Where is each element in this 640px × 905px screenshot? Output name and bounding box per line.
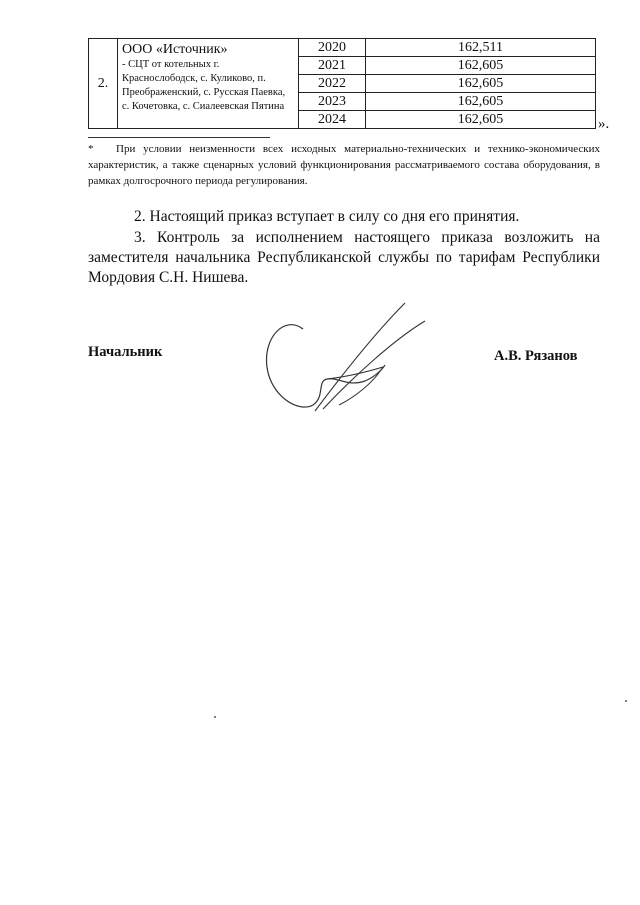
value-cell: 162,605	[366, 75, 596, 93]
closing-quote-mark: ».	[598, 116, 610, 132]
year-cell: 2022	[299, 75, 366, 93]
organization-cell	[118, 39, 299, 129]
value-cell: 162,605	[366, 57, 596, 75]
tariff-table	[88, 38, 596, 129]
row-number: 2.	[89, 39, 118, 129]
year-cell: 2023	[299, 93, 366, 111]
footnote-separator	[88, 137, 270, 138]
handwritten-signature	[255, 295, 435, 415]
footnote-marker: *	[88, 143, 94, 155]
paragraph-2: 2. Настоящий приказ вступает в силу со дня его принятия.	[134, 208, 520, 225]
signatory-title: Начальник	[88, 344, 163, 360]
table-row	[89, 39, 596, 57]
scan-speck	[214, 716, 216, 718]
year-cell: 2024	[299, 111, 366, 129]
footnote-text: При условии неизменности всех исходных материально-технических и технико-экономических характеристик, а также сценарных условий функционирования рассматриваемого состава оборудования, в рамках долгосрочного периода регулирования.	[88, 143, 600, 187]
footnote	[88, 141, 600, 189]
scan-speck	[625, 700, 627, 702]
year-cell: 2021	[299, 57, 366, 75]
signatory-name: А.В. Рязанов	[494, 348, 578, 364]
organization-name: ООО «Источник»	[122, 42, 228, 57]
value-cell: 162,605	[366, 93, 596, 111]
organization-description: - СЦТ от котельных г. Краснослободск, с. Куликово, п. Преображенский, с. Русская Паевка, с. Кочетовка, с. Сиалеевская Пятина	[122, 59, 286, 112]
value-cell: 162,605	[366, 111, 596, 129]
year-cell: 2020	[299, 39, 366, 57]
value-cell: 162,511	[366, 39, 596, 57]
paragraph-3: 3. Контроль за исполнением настоящего приказа возложить на заместителя начальника Республиканской службы по тарифам Республики Мордовия С.Н. Нишева.	[88, 229, 600, 286]
